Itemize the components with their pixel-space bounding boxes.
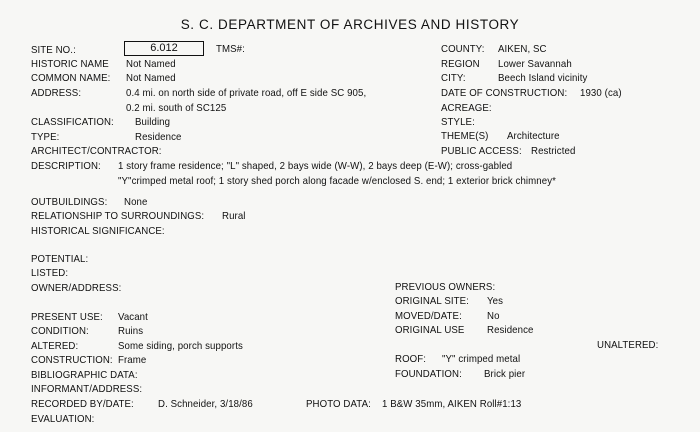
- address-line2: 0.2 mi. south of SC125: [126, 102, 227, 114]
- classification-label: CLASSIFICATION:: [31, 116, 114, 128]
- condition-label: CONDITION:: [31, 325, 89, 337]
- region-value: Lower Savannah: [498, 58, 572, 70]
- outbuildings-value: None: [124, 196, 148, 208]
- moved-value: No: [487, 310, 500, 322]
- themes-value: Architecture: [507, 130, 560, 142]
- informant-label: INFORMANT/ADDRESS:: [31, 383, 143, 395]
- classification-value: Building: [135, 116, 171, 128]
- photo-value: 1 B&W 35mm, AIKEN Roll#1:13: [382, 398, 522, 410]
- owner-label: OWNER/ADDRESS:: [31, 282, 122, 294]
- bibliographic-label: BIBLIOGRAPHIC DATA:: [31, 369, 138, 381]
- altered-label: ALTERED:: [31, 340, 79, 352]
- acreage-label: ACREAGE:: [441, 102, 492, 114]
- outbuildings-label: OUTBUILDINGS:: [31, 196, 108, 208]
- public-access-label: PUBLIC ACCESS:: [441, 145, 522, 157]
- address-line1: 0.4 mi. on north side of private road, off E side SC 905,: [126, 87, 367, 99]
- type-value: Residence: [135, 131, 182, 143]
- style-label: STYLE:: [441, 116, 475, 128]
- original-use-label: ORIGINAL USE: [395, 324, 465, 336]
- description-line2: "Y"crimped metal roof; 1 story shed porch along facade w/enclosed S. end; 1 exterior brick chimney*: [118, 175, 557, 187]
- potential-label: POTENTIAL:: [31, 253, 89, 265]
- evaluation-label: EVALUATION:: [31, 413, 95, 425]
- date-construction-value: 1930 (ca): [580, 87, 622, 99]
- description-line1: 1 story frame residence; "L" shaped, 2 bays wide (W-W), 2 bays deep (E-W); cross-gabled: [118, 160, 513, 172]
- historic-name-value: Not Named: [126, 58, 176, 70]
- county-value: AIKEN, SC: [498, 43, 547, 55]
- present-use-label: PRESENT USE:: [31, 311, 103, 323]
- city-value: Beech Island vicinity: [498, 72, 588, 84]
- architect-label: ARCHITECT/CONTRACTOR:: [31, 145, 162, 157]
- significance-label: HISTORICAL SIGNIFICANCE:: [31, 225, 165, 237]
- moved-label: MOVED/DATE:: [395, 310, 462, 322]
- unaltered-label: UNALTERED:: [597, 339, 659, 351]
- roof-label: ROOF:: [395, 353, 427, 365]
- type-label: TYPE:: [31, 131, 60, 143]
- foundation-value: Brick pier: [484, 368, 526, 380]
- original-use-value: Residence: [487, 324, 534, 336]
- construction-value: Frame: [118, 354, 147, 366]
- public-access-value: Restricted: [531, 145, 576, 157]
- relationship-value: Rural: [222, 210, 246, 222]
- themes-label: THEME(S): [441, 130, 489, 142]
- county-label: COUNTY:: [441, 43, 485, 55]
- city-label: CITY:: [441, 72, 466, 84]
- site-no-label: SITE NO.:: [31, 44, 76, 56]
- listed-label: LISTED:: [31, 267, 69, 279]
- altered-value: Some siding, porch supports: [118, 340, 243, 352]
- relationship-label: RELATIONSHIP TO SURROUNDINGS:: [31, 210, 205, 222]
- condition-value: Ruins: [118, 325, 144, 337]
- region-label: REGION: [441, 58, 480, 70]
- original-site-label: ORIGINAL SITE:: [395, 295, 469, 307]
- present-use-value: Vacant: [118, 311, 148, 323]
- roof-value: "Y" crimped metal: [442, 353, 521, 365]
- address-label: ADDRESS:: [31, 87, 82, 99]
- recorded-label: RECORDED BY/DATE:: [31, 398, 134, 410]
- date-construction-label: DATE OF CONSTRUCTION:: [441, 87, 568, 99]
- foundation-label: FOUNDATION:: [395, 368, 462, 380]
- construction-label: CONSTRUCTION:: [31, 354, 113, 366]
- common-name-label: COMMON NAME:: [31, 72, 111, 84]
- previous-owners-label: PREVIOUS OWNERS:: [395, 281, 496, 293]
- original-site-value: Yes: [487, 295, 504, 307]
- photo-label: PHOTO DATA:: [306, 398, 371, 410]
- common-name-value: Not Named: [126, 72, 176, 84]
- historic-name-label: HISTORIC NAME: [31, 58, 109, 70]
- page-title: S. C. DEPARTMENT OF ARCHIVES AND HISTORY: [180, 17, 520, 32]
- tms-label: TMS#:: [216, 43, 245, 55]
- recorded-value: D. Schneider, 3/18/86: [158, 398, 253, 410]
- site-no-box: 6.012: [124, 41, 204, 56]
- description-label: DESCRIPTION:: [31, 160, 101, 172]
